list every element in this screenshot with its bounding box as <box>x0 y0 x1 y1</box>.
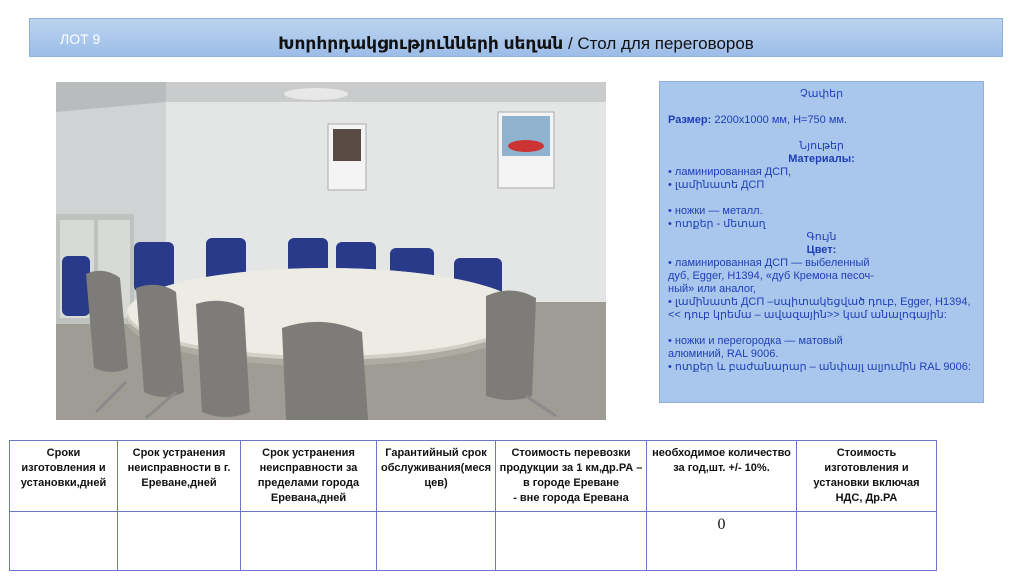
value-cell[interactable] <box>496 512 647 571</box>
material-line: • լամինատե ДСП <box>668 179 765 191</box>
value-cell[interactable] <box>377 512 496 571</box>
title-russian: Стол для переговоров <box>577 34 754 53</box>
quantity-cell[interactable]: 0 <box>647 512 797 571</box>
header-cell: Срок устранения неисправности в г. Ереване,дней <box>118 441 241 512</box>
material-line: • ламинированная ДСП, <box>668 166 792 178</box>
color-line: дуб, Egger, H1394, «дуб Кремона песоч- <box>668 270 874 282</box>
materials-heading-hy: Նյութեր <box>799 140 844 152</box>
slide-header <box>29 18 1003 57</box>
value-cell[interactable] <box>10 512 118 571</box>
lot-label: ЛОТ 9 <box>60 31 101 47</box>
size-value: 2200x1000 мм, H=750 мм. <box>711 114 848 126</box>
color-line: << դուբ կրեմա – ավազային>> կամ անալոգային: <box>668 309 947 321</box>
header-cell: необходимое количество за год,шт. +/- 10%. <box>647 441 797 512</box>
size-line <box>668 114 975 127</box>
color-line: ный» или аналог, <box>668 283 756 295</box>
value-cell[interactable] <box>797 512 937 571</box>
header-cell: Стоимость перевозки продукции за 1 км,др.РА –в городе Ереване - вне города Еревана <box>496 441 647 512</box>
value-cell[interactable] <box>241 512 377 571</box>
slide-title <box>30 34 1002 54</box>
header-cell: Гарантийный срок обслуживания(меся цев) <box>377 441 496 512</box>
color-line: • ոտքեր և բաժանարար – անփայլ ալյումին RAL 9006: <box>668 361 971 373</box>
color-heading-ru: Цвет: <box>806 244 837 256</box>
color-line: • ламинированная ДСП — выбеленный <box>668 257 870 269</box>
material-line: • ножки — металл. <box>668 205 763 217</box>
size-label: Размер: <box>668 114 712 126</box>
value-cell[interactable] <box>118 512 241 571</box>
color-line: алюминий, RAL 9006. <box>668 348 779 360</box>
color-line: • ножки и перегородка — матовый <box>668 335 843 347</box>
materials-heading-ru: Материалы: <box>788 153 855 165</box>
header-cell: Сроки изготовления и установки,дней <box>10 441 118 512</box>
table-header-row <box>10 441 937 512</box>
conference-room-photo <box>56 82 606 420</box>
title-armenian: Խորհրդակցությունների սեղան <box>278 34 564 53</box>
specifications-panel <box>659 81 984 403</box>
table-row <box>10 512 937 571</box>
color-heading-hy: Գույն <box>806 231 837 243</box>
material-line: • ոտքեր - մետաղ <box>668 218 766 230</box>
pricing-table <box>9 440 937 571</box>
header-cell: Срок устранения неисправности за пределами города Еревана,дней <box>241 441 377 512</box>
color-line: • լամինատե ДСП –սպիտակեցված դուբ, Egger, H1394, <box>668 296 971 308</box>
header-cell: Стоимость изготовления и установки включая НДС, Др.РА <box>797 441 937 512</box>
title-separator: / <box>563 34 578 53</box>
size-heading: Չափեր <box>799 88 844 100</box>
